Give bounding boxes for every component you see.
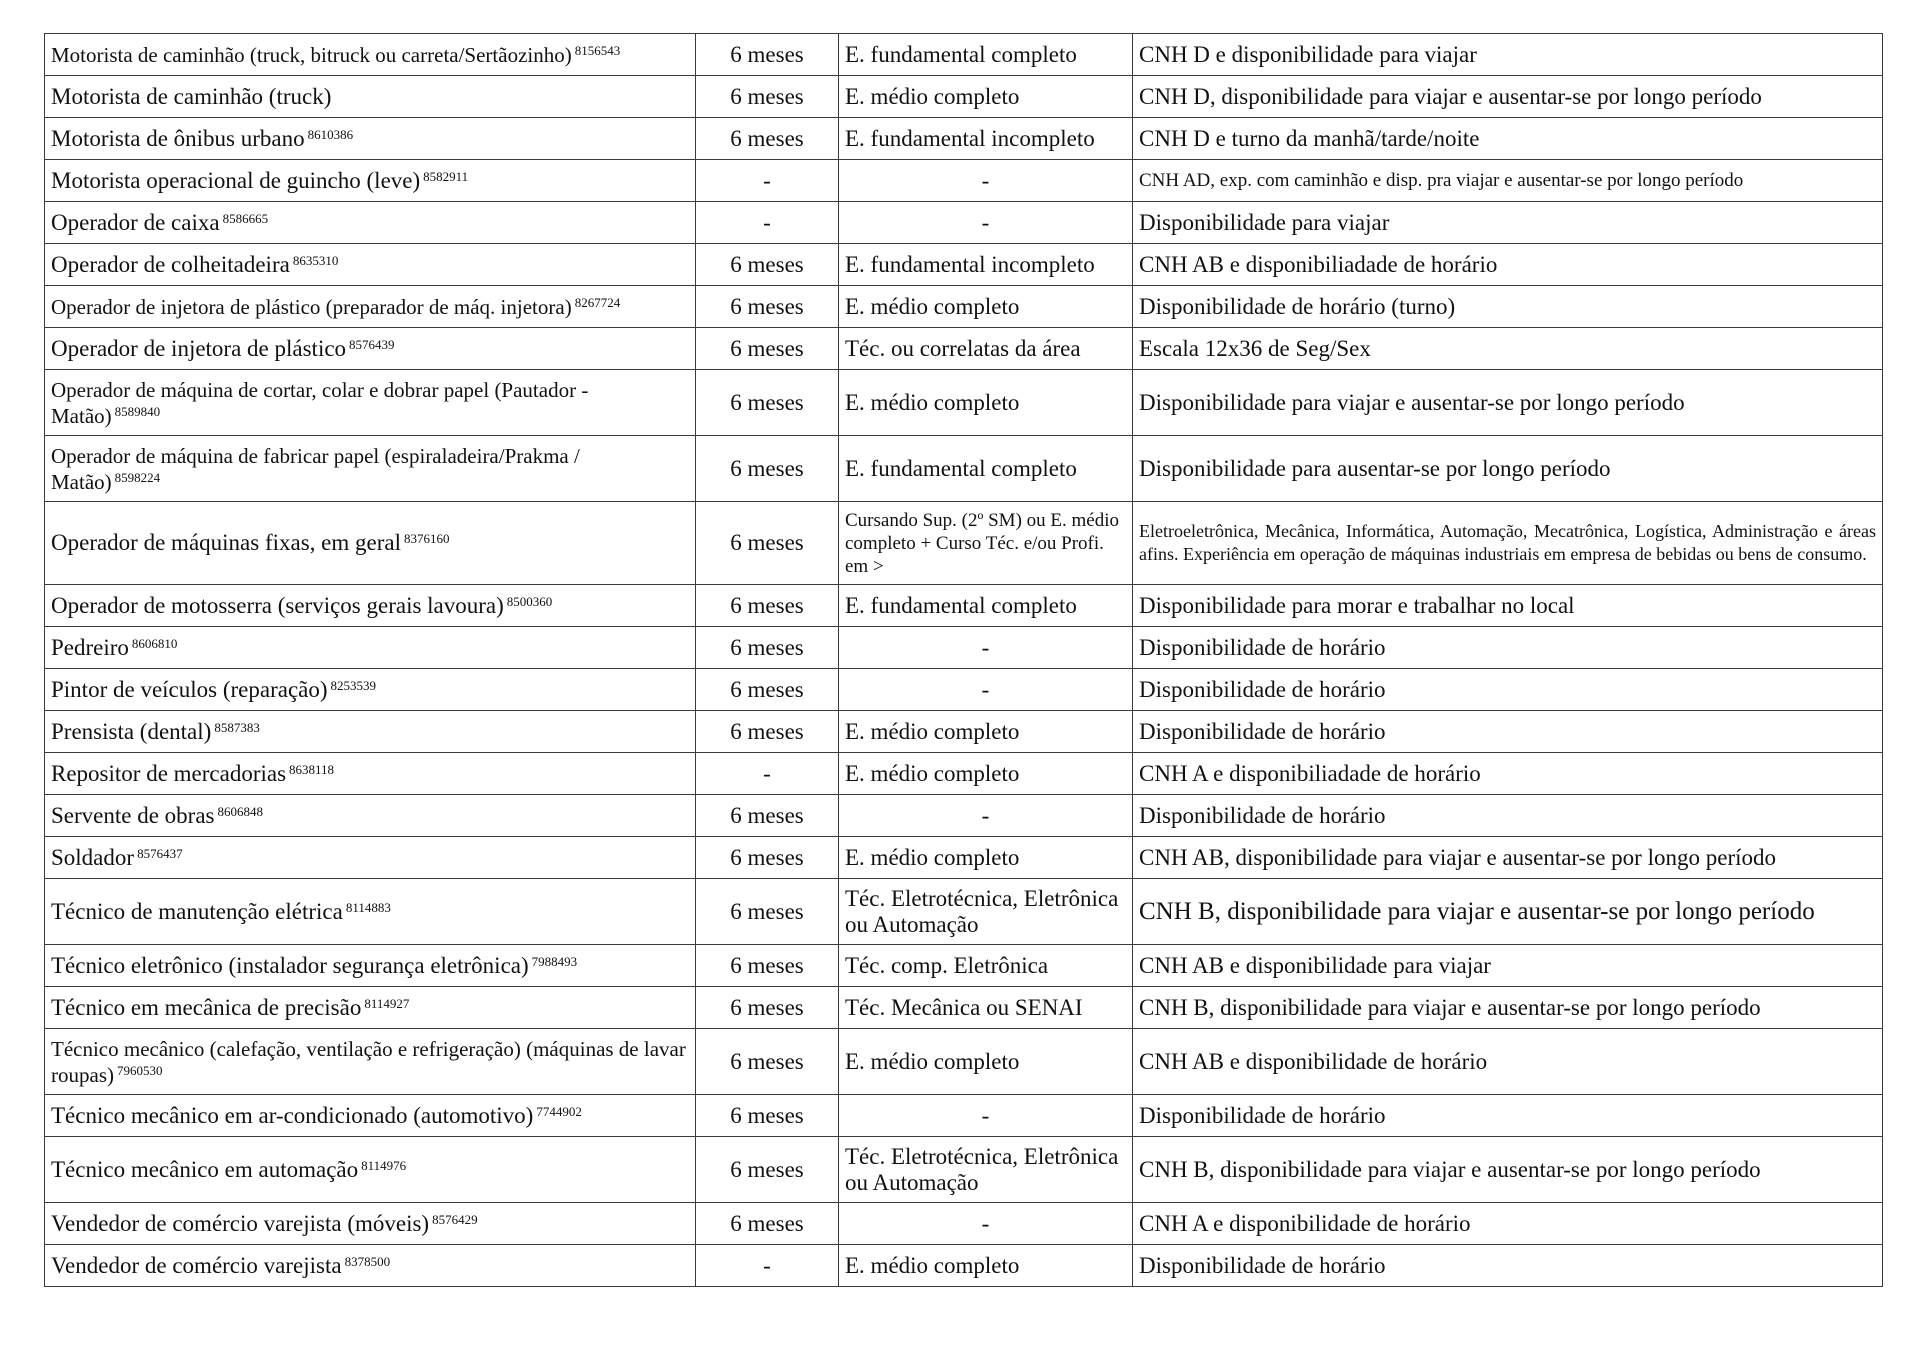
job-title: Motorista de caminhão (truck) [51, 83, 332, 109]
requirements-cell: Disponibilidade para viajar [1133, 202, 1883, 244]
job-code: 8576439 [349, 336, 395, 352]
job-code: 8267724 [574, 294, 621, 310]
education-cell: E. médio completo [839, 1245, 1133, 1287]
job-code: 8586665 [222, 210, 269, 226]
job-title: Técnico eletrônico (instalador segurança eletrônica) [51, 952, 529, 978]
experience-cell: 6 meses [696, 585, 839, 627]
job-title-cell [45, 160, 696, 202]
education-cell: - [839, 202, 1133, 244]
education-cell: E. médio completo [839, 837, 1133, 879]
experience-cell: 6 meses [696, 795, 839, 837]
education-cell: Cursando Sup. (2º SM) ou E. médio completo + Curso Téc. e/ou Profi. em > [839, 502, 1133, 585]
job-title-cell [45, 1029, 696, 1095]
education-cell: E. médio completo [839, 1029, 1133, 1095]
experience-cell: 6 meses [696, 1095, 839, 1137]
job-title-cell [45, 987, 696, 1029]
requirements-cell: Eletroeletrônica, Mecânica, Informática, Automação, Mecatrônica, Logística, Administração e áreas afins. Experiência em operação de máquinas industriais em empresa de bebidas ou bens de consumo. [1133, 502, 1883, 585]
table-row [45, 328, 1883, 370]
job-code: 8156543 [574, 42, 621, 58]
job-title: Motorista de ônibus urbano [51, 125, 305, 151]
job-title-cell [45, 585, 696, 627]
job-title: Operador de injetora de plástico (preparador de máq. injetora) [51, 294, 572, 319]
job-title: Pintor de veículos (reparação) [51, 676, 328, 702]
job-title-cell [45, 1137, 696, 1203]
job-title-cell [45, 711, 696, 753]
experience-cell: 6 meses [696, 669, 839, 711]
education-cell: - [839, 669, 1133, 711]
job-title-cell [45, 502, 696, 585]
table-row [45, 795, 1883, 837]
job-title: Operador de injetora de plástico [51, 335, 347, 361]
education-cell: - [839, 627, 1133, 669]
requirements-cell: CNH B, disponibilidade para viajar e ausentar-se por longo período [1133, 1137, 1883, 1203]
requirements-cell: CNH D, disponibilidade para viajar e ausentar-se por longo período [1133, 76, 1883, 118]
table-row [45, 502, 1883, 585]
education-cell: Téc. Eletrotécnica, Eletrônica ou Automação [839, 879, 1133, 945]
job-title-cell [45, 669, 696, 711]
requirements-cell: Disponibilidade de horário [1133, 795, 1883, 837]
education-cell: E. médio completo [839, 370, 1133, 436]
table-row [45, 669, 1883, 711]
job-code: 8638118 [289, 761, 335, 777]
job-code: 8114976 [361, 1157, 407, 1173]
table-row [45, 1095, 1883, 1137]
table-row [45, 244, 1883, 286]
education-cell: Téc. Eletrotécnica, Eletrônica ou Automação [839, 1137, 1133, 1203]
table-row [45, 711, 1883, 753]
job-title: Operador de motosserra (serviços gerais lavoura) [51, 592, 504, 618]
job-title: Pedreiro [51, 634, 129, 660]
job-vacancies-body [45, 34, 1883, 1287]
job-title: Vendedor de comércio varejista (móveis) [51, 1210, 430, 1236]
requirements-cell: Disponibilidade de horário [1133, 1245, 1883, 1287]
education-cell: - [839, 160, 1133, 202]
job-code: 8587383 [214, 719, 260, 735]
experience-cell: 6 meses [696, 436, 839, 502]
job-code: 7744902 [536, 1103, 582, 1119]
requirements-cell: CNH A e disponibiliadade de horário [1133, 753, 1883, 795]
job-title-cell [45, 837, 696, 879]
requirements-cell: Escala 12x36 de Seg/Sex [1133, 328, 1883, 370]
experience-cell: 6 meses [696, 286, 839, 328]
job-code: 8114927 [364, 995, 410, 1011]
education-cell: E. fundamental completo [839, 436, 1133, 502]
experience-cell: 6 meses [696, 837, 839, 879]
job-title-cell [45, 753, 696, 795]
table-row [45, 118, 1883, 160]
table-row [45, 987, 1883, 1029]
education-cell: E. fundamental completo [839, 585, 1133, 627]
job-title-cell [45, 328, 696, 370]
table-row [45, 1029, 1883, 1095]
requirements-cell: CNH AD, exp. com caminhão e disp. pra viajar e ausentar-se por longo período [1133, 160, 1883, 202]
job-code: 8576437 [137, 845, 183, 861]
experience-cell: 6 meses [696, 502, 839, 585]
table-row [45, 1245, 1883, 1287]
job-title-cell [45, 76, 696, 118]
requirements-cell: Disponibilidade de horário [1133, 711, 1883, 753]
education-cell: Téc. comp. Eletrônica [839, 945, 1133, 987]
requirements-cell: CNH D e disponibilidade para viajar [1133, 34, 1883, 76]
education-cell: E. médio completo [839, 76, 1133, 118]
table-row [45, 370, 1883, 436]
job-code: 8576429 [432, 1211, 478, 1227]
education-cell: - [839, 795, 1133, 837]
experience-cell: 6 meses [696, 987, 839, 1029]
job-code: 8378500 [344, 1253, 391, 1269]
table-row [45, 837, 1883, 879]
education-cell: Téc. Mecânica ou SENAI [839, 987, 1133, 1029]
table-row [45, 34, 1883, 76]
job-title-cell [45, 1245, 696, 1287]
experience-cell: 6 meses [696, 945, 839, 987]
table-row [45, 286, 1883, 328]
requirements-cell: CNH B, disponibilidade para viajar e ausentar-se por longo período [1133, 987, 1883, 1029]
education-cell: E. fundamental incompleto [839, 118, 1133, 160]
job-code: 7988493 [531, 953, 578, 969]
job-code: 8582911 [423, 168, 469, 184]
table-row [45, 753, 1883, 795]
requirements-cell: Disponibilidade de horário (turno) [1133, 286, 1883, 328]
experience-cell: - [696, 1245, 839, 1287]
job-code: 8376160 [403, 531, 450, 546]
job-title-cell [45, 795, 696, 837]
job-title-cell [45, 436, 696, 502]
education-cell: E. médio completo [839, 286, 1133, 328]
job-title-cell [45, 34, 696, 76]
experience-cell: 6 meses [696, 1203, 839, 1245]
job-title: Repositor de mercadorias [51, 760, 287, 786]
job-title-cell [45, 1203, 696, 1245]
education-cell: E. médio completo [839, 753, 1133, 795]
job-title: Motorista de caminhão (truck, bitruck ou carreta/Sertãozinho) [51, 42, 572, 67]
experience-cell: 6 meses [696, 328, 839, 370]
job-title-cell [45, 370, 696, 436]
job-vacancies-table [44, 33, 1883, 1287]
requirements-cell: CNH AB e disponibilidade de horário [1133, 1029, 1883, 1095]
job-code: 8253539 [330, 677, 377, 693]
table-row [45, 436, 1883, 502]
job-code: 8500360 [506, 593, 553, 609]
job-title-cell [45, 1095, 696, 1137]
job-title: Técnico de manutenção elétrica [51, 898, 343, 924]
experience-cell: 6 meses [696, 627, 839, 669]
job-title: Motorista operacional de guincho (leve) [51, 167, 421, 193]
requirements-cell: CNH AB e disponibiliadade de horário [1133, 244, 1883, 286]
experience-cell: 6 meses [696, 244, 839, 286]
job-title-cell [45, 945, 696, 987]
job-title-cell [45, 202, 696, 244]
job-title-cell [45, 627, 696, 669]
job-code: 8114883 [345, 899, 391, 915]
job-code: 8589840 [114, 403, 161, 419]
job-title: Operador de máquina de fabricar papel (espiraladeira/Prakma / Matão) [51, 443, 580, 494]
requirements-cell: Disponibilidade para ausentar-se por longo período [1133, 436, 1883, 502]
requirements-cell: CNH B, disponibilidade para viajar e ausentar-se por longo período [1133, 879, 1883, 945]
job-code: 8635310 [292, 252, 339, 268]
experience-cell: 6 meses [696, 879, 839, 945]
job-title: Técnico mecânico em automação [51, 1156, 359, 1182]
experience-cell: 6 meses [696, 1029, 839, 1095]
job-title: Soldador [51, 844, 135, 870]
table-row [45, 202, 1883, 244]
education-cell: Téc. ou correlatas da área [839, 328, 1133, 370]
experience-cell: 6 meses [696, 34, 839, 76]
requirements-cell: Disponibilidade de horário [1133, 1095, 1883, 1137]
experience-cell: 6 meses [696, 118, 839, 160]
requirements-cell: Disponibilidade para viajar e ausentar-se por longo período [1133, 370, 1883, 436]
experience-cell: 6 meses [696, 76, 839, 118]
experience-cell: - [696, 160, 839, 202]
job-title: Prensista (dental) [51, 718, 212, 744]
job-title-cell [45, 286, 696, 328]
education-cell: E. fundamental completo [839, 34, 1133, 76]
table-row [45, 879, 1883, 945]
table-row [45, 1203, 1883, 1245]
experience-cell: 6 meses [696, 1137, 839, 1203]
requirements-cell: Disponibilidade de horário [1133, 627, 1883, 669]
table-row [45, 585, 1883, 627]
job-title-cell [45, 244, 696, 286]
requirements-cell: CNH A e disponibilidade de horário [1133, 1203, 1883, 1245]
education-cell: E. médio completo [839, 711, 1133, 753]
job-code: 8598224 [114, 469, 161, 485]
job-title: Técnico mecânico em ar-condicionado (automotivo) [51, 1102, 534, 1128]
job-code: 8606848 [217, 803, 263, 819]
job-title: Técnico mecânico (calefação, ventilação e refrigeração) (máquinas de lavar roupas) [51, 1036, 686, 1087]
table-row [45, 945, 1883, 987]
job-title-cell [45, 118, 696, 160]
experience-cell: - [696, 753, 839, 795]
requirements-cell: Disponibilidade para morar e trabalhar no local [1133, 585, 1883, 627]
job-title: Operador de máquina de cortar, colar e dobrar papel (Pautador - Matão) [51, 377, 589, 428]
job-title-cell [45, 879, 696, 945]
education-cell: E. fundamental incompleto [839, 244, 1133, 286]
requirements-cell: CNH AB, disponibilidade para viajar e ausentar-se por longo período [1133, 837, 1883, 879]
education-cell: - [839, 1095, 1133, 1137]
table-row [45, 160, 1883, 202]
table-row [45, 1137, 1883, 1203]
table-row [45, 76, 1883, 118]
job-code: 8610386 [307, 126, 354, 142]
job-title: Vendedor de comércio varejista [51, 1252, 342, 1278]
job-code: 7960530 [116, 1062, 163, 1078]
requirements-cell: Disponibilidade de horário [1133, 669, 1883, 711]
education-cell: - [839, 1203, 1133, 1245]
job-title: Técnico em mecânica de precisão [51, 994, 362, 1020]
experience-cell: - [696, 202, 839, 244]
job-title: Operador de caixa [51, 209, 220, 235]
job-code: 8606810 [131, 635, 178, 651]
job-title: Servente de obras [51, 802, 215, 828]
experience-cell: 6 meses [696, 711, 839, 753]
requirements-cell: CNH AB e disponibilidade para viajar [1133, 945, 1883, 987]
job-title: Operador de máquinas fixas, em geral [51, 530, 401, 555]
job-title: Operador de colheitadeira [51, 251, 290, 277]
experience-cell: 6 meses [696, 370, 839, 436]
table-row [45, 627, 1883, 669]
requirements-cell: CNH D e turno da manhã/tarde/noite [1133, 118, 1883, 160]
